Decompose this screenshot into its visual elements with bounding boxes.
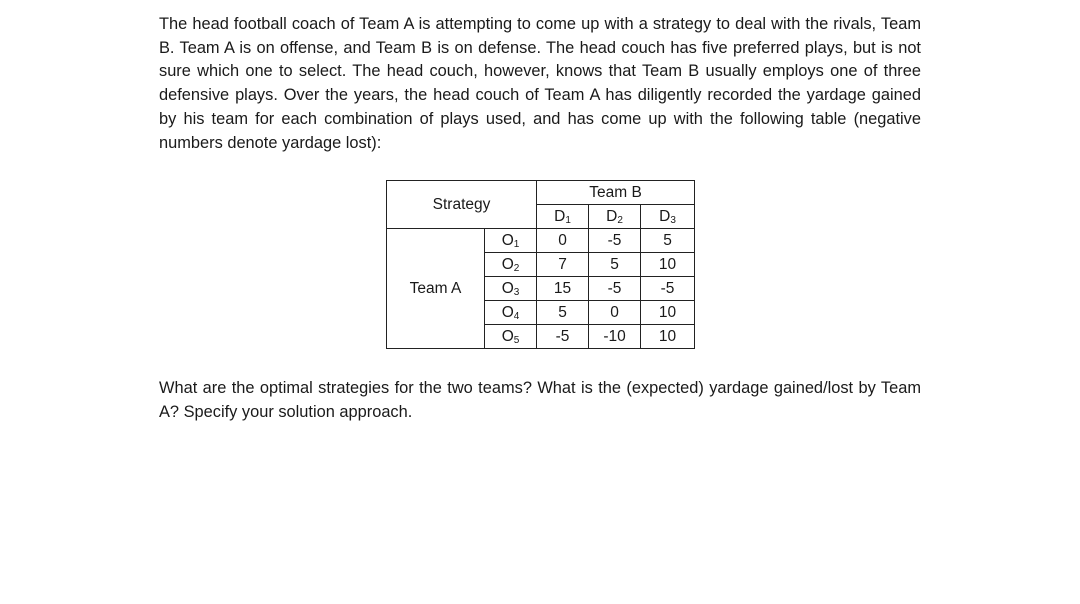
payoff-cell: 5 xyxy=(589,253,641,277)
payoff-cell: 5 xyxy=(641,229,695,253)
table-row xyxy=(387,229,695,253)
offense-play-label: $O_5$ xyxy=(485,325,537,349)
payoff-cell: 5 xyxy=(537,301,589,325)
payoff-cell: -5 xyxy=(641,277,695,301)
offense-play-label: $O_2$ xyxy=(485,253,537,277)
team-a-header: Team A xyxy=(387,229,485,349)
payoff-cell: 7 xyxy=(537,253,589,277)
payoff-cell: -10 xyxy=(589,325,641,349)
payoff-table xyxy=(386,180,695,349)
defense-play-header: $D_3$ xyxy=(641,205,695,229)
payoff-cell: 10 xyxy=(641,325,695,349)
offense-play-label: $O_4$ xyxy=(485,301,537,325)
payoff-cell: 10 xyxy=(641,301,695,325)
payoff-cell: -5 xyxy=(537,325,589,349)
question-text: What are the optimal strategies for the two teams? What is the (expected) yardage gained/lost by Team A? Specify your solution approach. xyxy=(159,379,921,421)
team-b-header: Team B xyxy=(537,181,695,205)
offense-play-label: $O_3$ xyxy=(485,277,537,301)
defense-play-header: $D_2$ xyxy=(589,205,641,229)
table-header-row xyxy=(387,181,695,205)
payoff-cell: 0 xyxy=(589,301,641,325)
payoff-cell: 15 xyxy=(537,277,589,301)
payoff-cell: 10 xyxy=(641,253,695,277)
offense-play-label: $O_1$ xyxy=(485,229,537,253)
problem-statement: The head football coach of Team A is attempting to come up with a strategy to deal with the rivals, Team B. Team A is on offense, and Team B is on defense. The head couch has five preferred plays, but is not sure which one to select. The head couch, however, knows that Team B usually employs one of three defensive plays. Over the years, the head couch of Team A has diligently recorded the yardage gained by his team for each combination of plays used, and has come up with the following table (negative numbers denote yardage lost): xyxy=(159,15,921,152)
payoff-cell: 0 xyxy=(537,229,589,253)
payoff-cell: -5 xyxy=(589,277,641,301)
defense-play-header: $D_1$ xyxy=(537,205,589,229)
payoff-cell: -5 xyxy=(589,229,641,253)
strategy-header: Strategy xyxy=(387,181,537,229)
